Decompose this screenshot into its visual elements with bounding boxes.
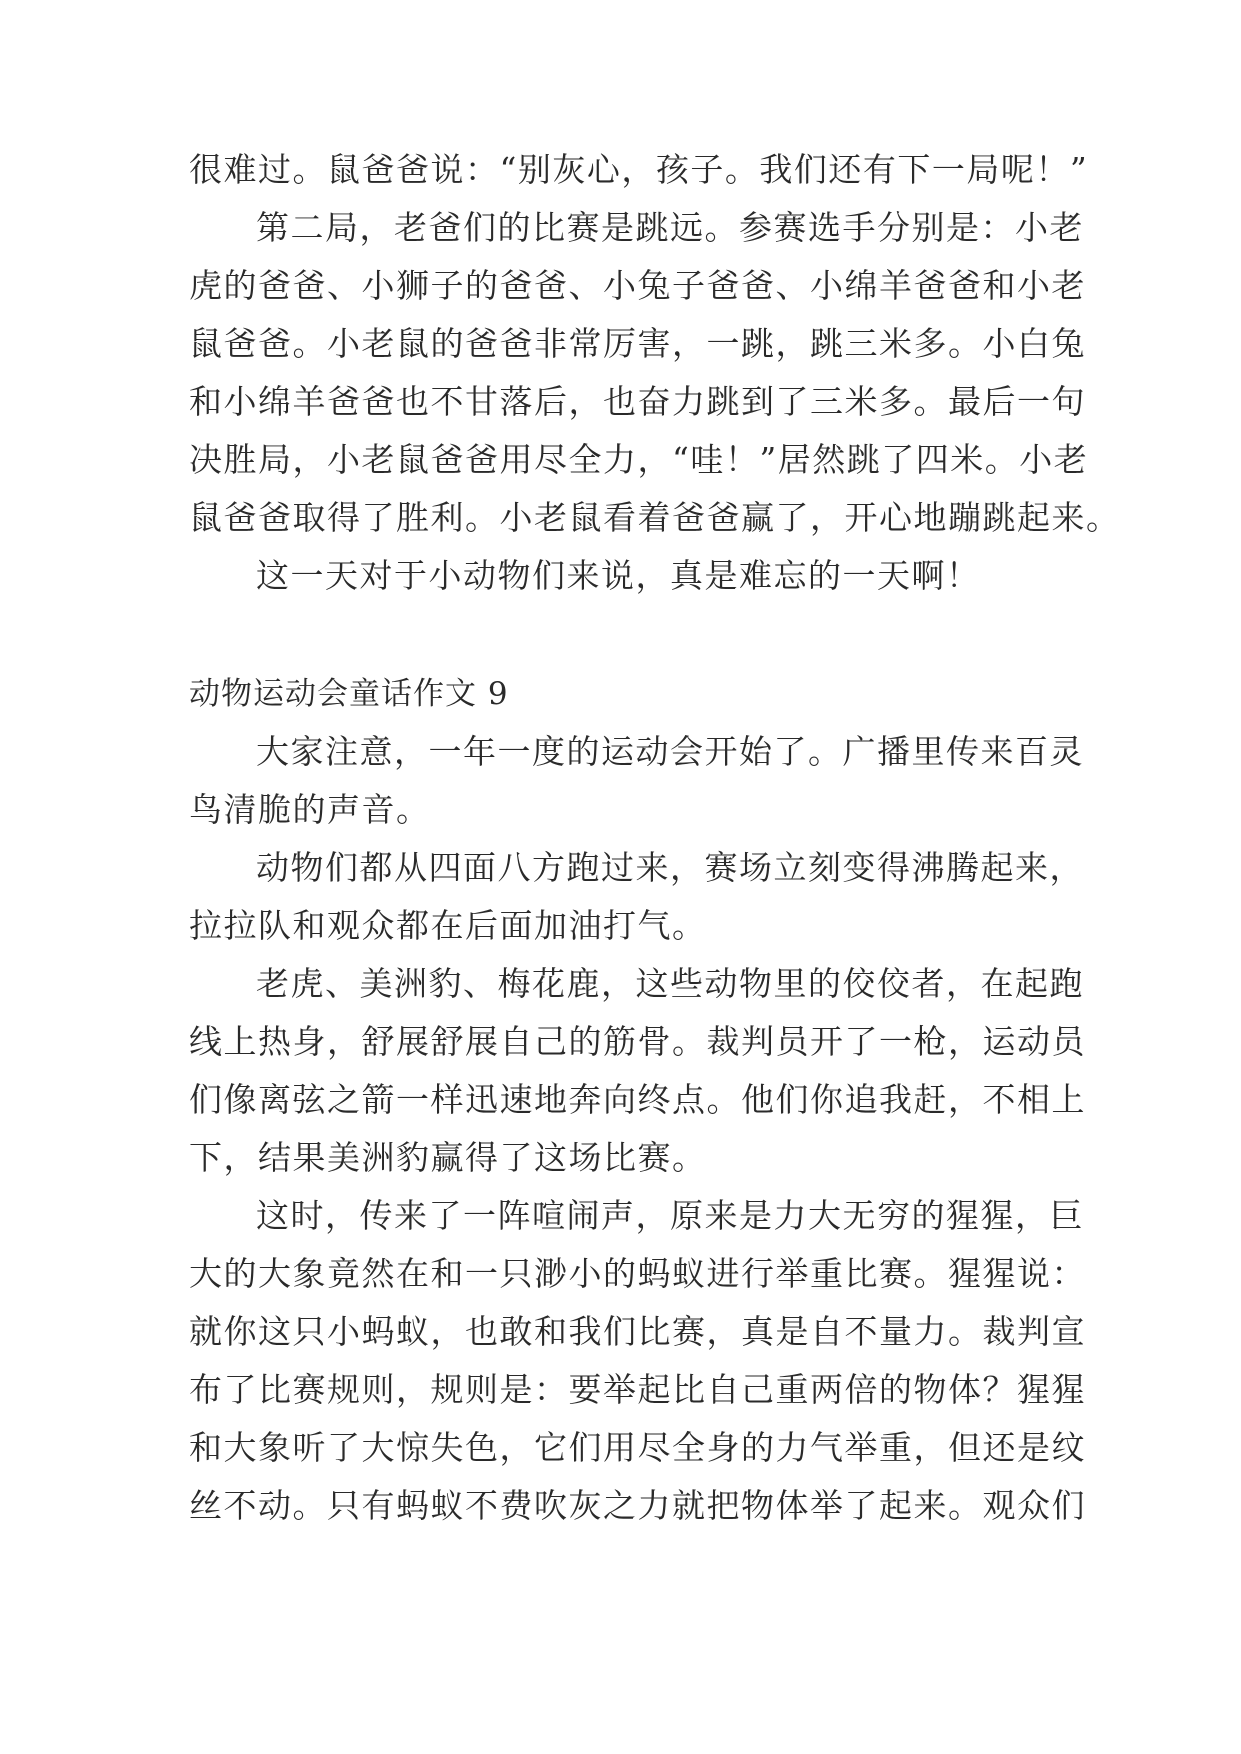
text-line: 们像离弦之箭一样迅速地奔向终点。他们你追我赶，不相上 xyxy=(189,1080,1086,1119)
text-line: 和大象听了大惊失色，它们用尽全身的力气举重，但还是纹 xyxy=(189,1428,1086,1467)
text-line: 虎的爸爸、小狮子的爸爸、小兔子爸爸、小绵羊爸爸和小老 xyxy=(189,266,1086,305)
paragraph-start-line: 第二局，老爸们的比赛是跳远。参赛选手分别是：小老 xyxy=(256,208,1084,247)
text-line: 就你这只小蚂蚁，也敢和我们比赛，真是自不量力。裁判宣 xyxy=(189,1312,1086,1351)
text-line: 鸟清脆的声音。 xyxy=(189,790,431,829)
text-line: 布了比赛规则，规则是：要举起比自己重两倍的物体？猩猩 xyxy=(189,1370,1086,1409)
text-line: 线上热身，舒展舒展自己的筋骨。裁判员开了一枪，运动员 xyxy=(189,1022,1086,1061)
text-line: 大的大象竟然在和一只渺小的蚂蚁进行举重比赛。猩猩说： xyxy=(189,1254,1086,1293)
paragraph-start-line: 这一天对于小动物们来说，真是难忘的一天啊！ xyxy=(256,556,981,595)
document-body xyxy=(189,0,1121,1754)
paragraph-start-line: 大家注意，一年一度的运动会开始了。广播里传来百灵 xyxy=(256,732,1084,771)
text-line: 鼠爸爸。小老鼠的爸爸非常厉害，一跳，跳三米多。小白兔 xyxy=(189,324,1086,363)
text-line: 决胜局，小老鼠爸爸用尽全力，“哇！”居然跳了四米。小老 xyxy=(189,440,1089,479)
text-line: 鼠爸爸取得了胜利。小老鼠看着爸爸赢了，开心地蹦跳起来。 xyxy=(189,498,1121,537)
paragraph-start-line: 这时，传来了一阵喧闹声，原来是力大无穷的猩猩，巨 xyxy=(256,1196,1084,1235)
text-line: 丝不动。只有蚂蚁不费吹灰之力就把物体举了起来。观众们 xyxy=(189,1486,1086,1525)
text-line: 拉拉队和观众都在后面加油打气。 xyxy=(189,906,707,945)
section-heading: 动物运动会童话作文 9 xyxy=(189,676,509,712)
text-line: 下，结果美洲豹赢得了这场比赛。 xyxy=(189,1138,707,1177)
paragraph-start-line: 动物们都从四面八方跑过来，赛场立刻变得沸腾起来， xyxy=(256,848,1084,887)
paragraph-start-line: 老虎、美洲豹、梅花鹿，这些动物里的佼佼者，在起跑 xyxy=(256,964,1084,1003)
text-line: 和小绵羊爸爸也不甘落后，也奋力跳到了三米多。最后一句 xyxy=(189,382,1086,421)
text-line: 很难过。鼠爸爸说：“别灰心，孩子。我们还有下一局呢！” xyxy=(189,150,1089,189)
